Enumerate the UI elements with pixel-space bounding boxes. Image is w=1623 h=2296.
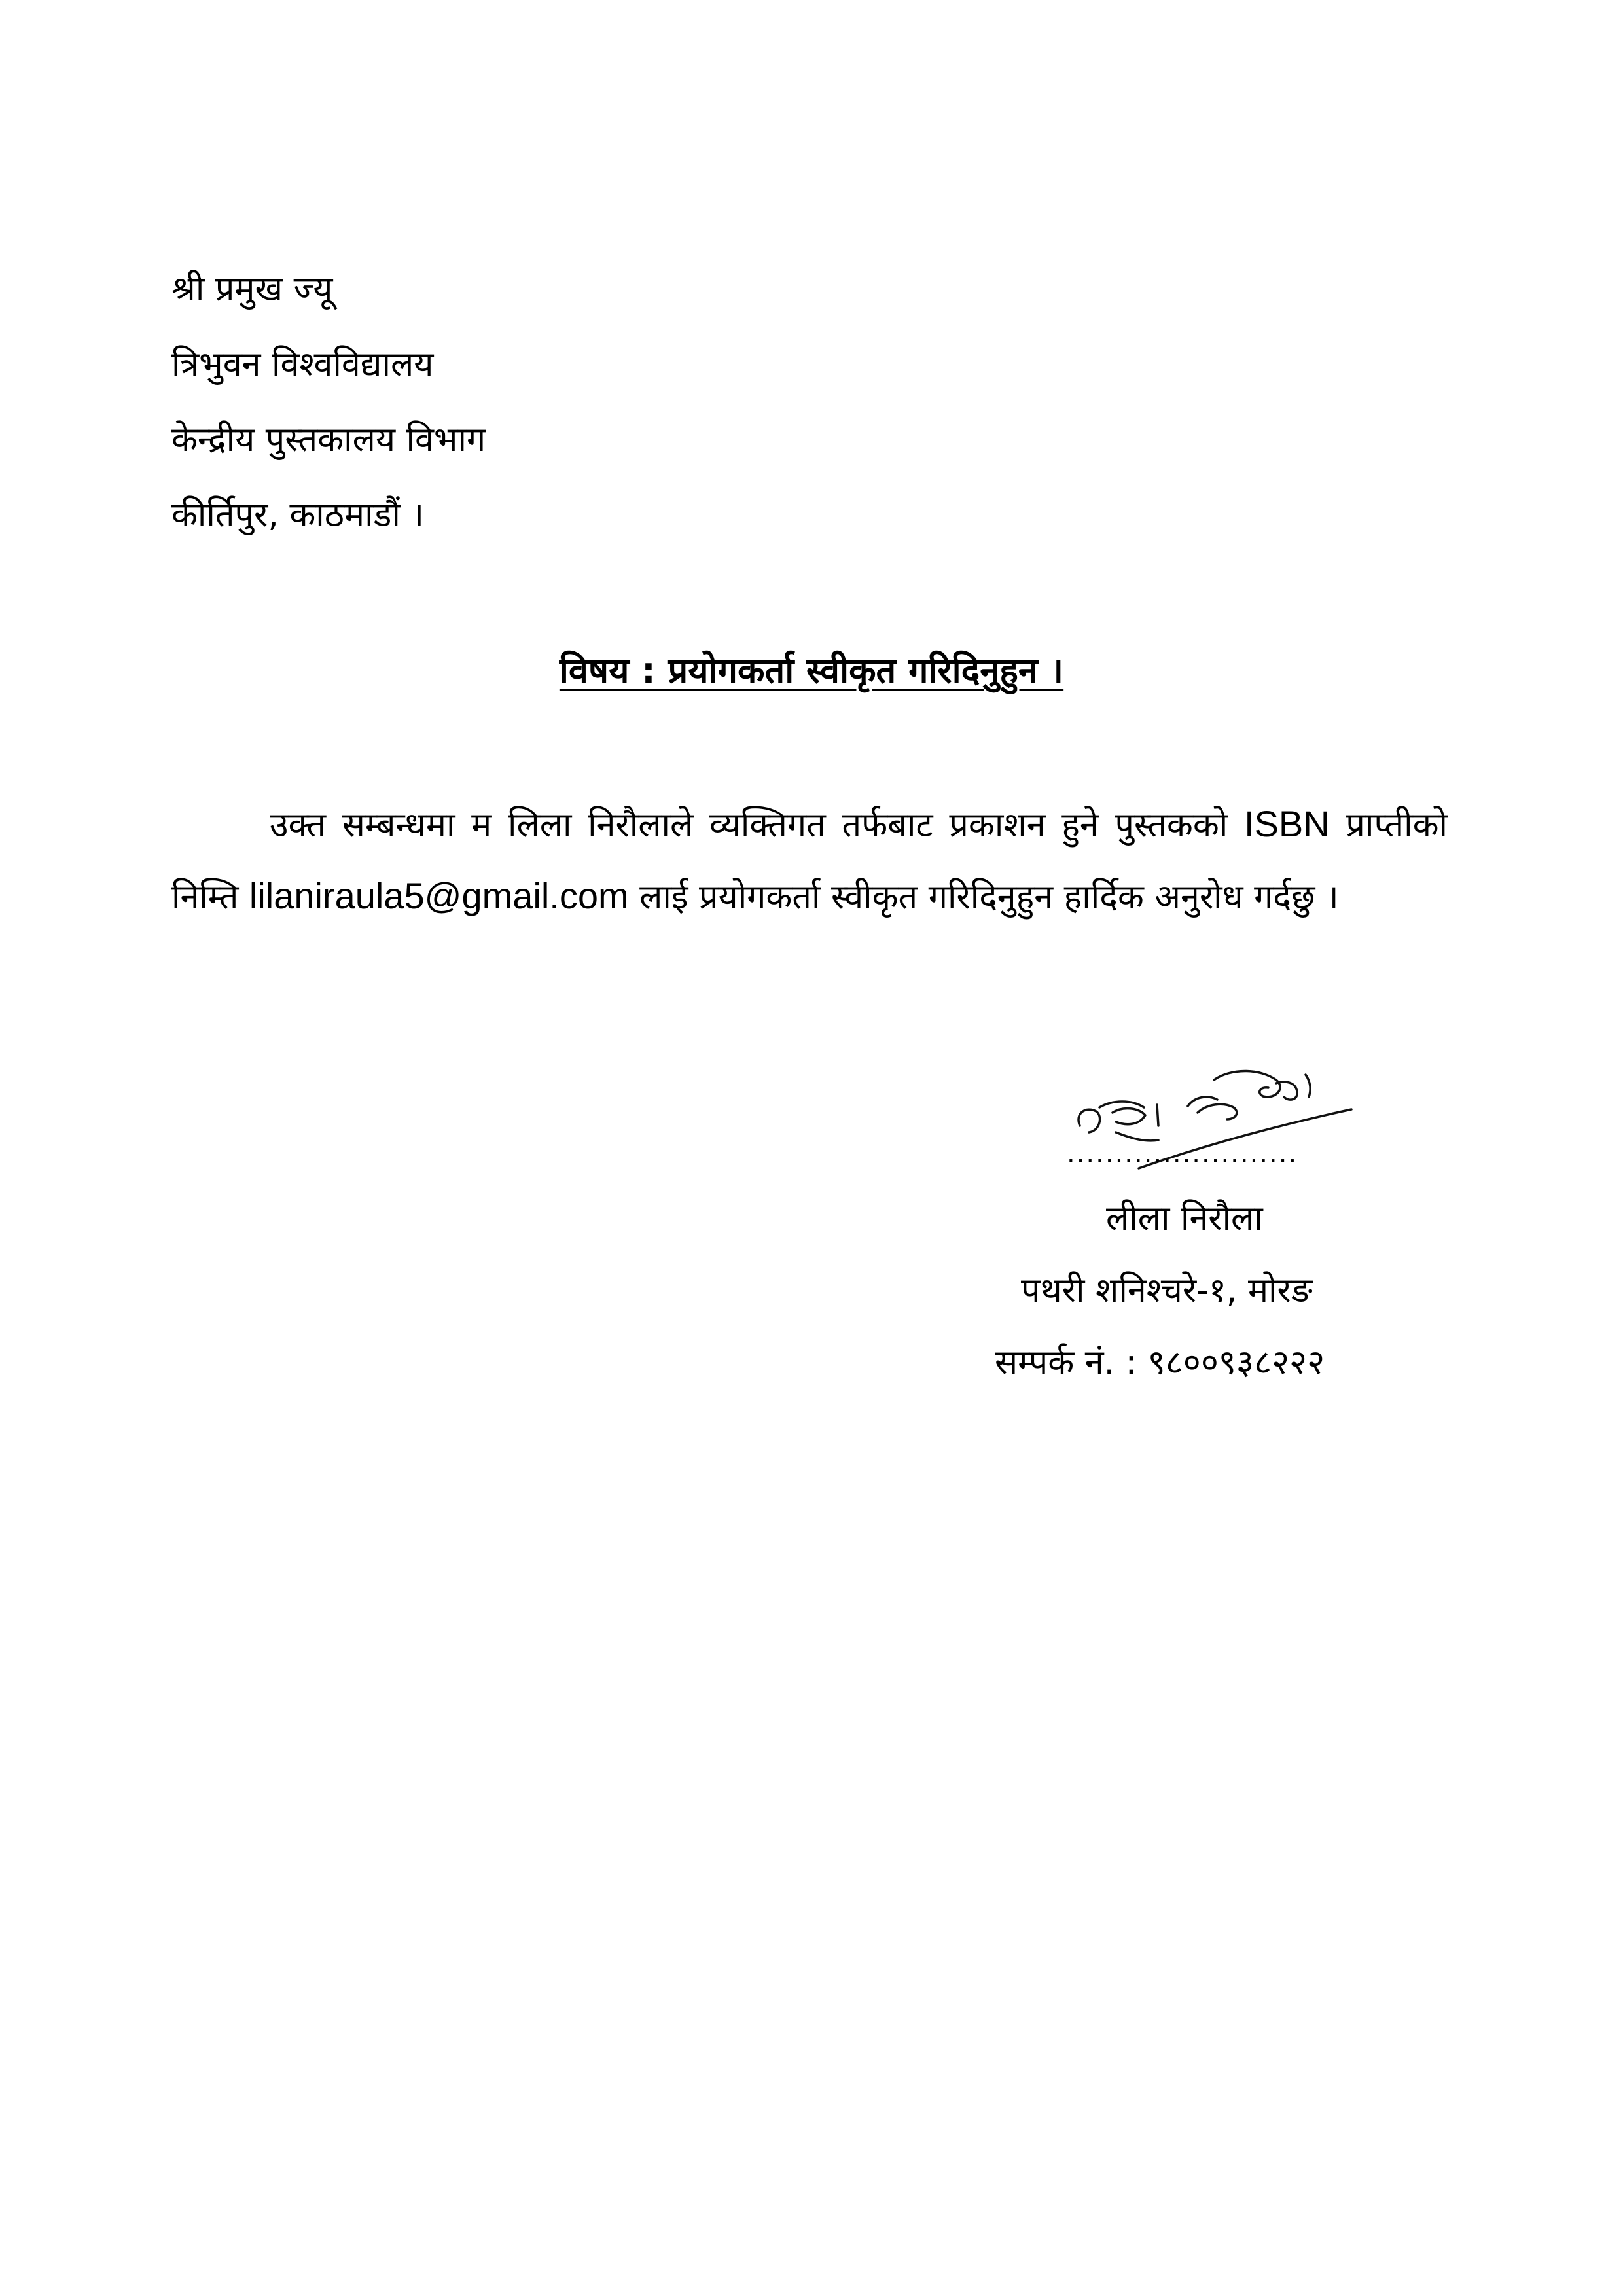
- sender-address: पथरी शनिश्चरे-१, मोरङ: [1021, 1271, 1313, 1310]
- letter-body: [171, 789, 1448, 933]
- recipient-department: केन्द्रीय पुस्तकालय विभाग: [171, 420, 486, 459]
- handwritten-signature: [1060, 1034, 1361, 1198]
- signature-dotted-line: ........................: [1067, 1139, 1298, 1169]
- recipient-location: कीर्तिपुर, काठमाडौं ।: [171, 495, 425, 535]
- recipient-title: श्री प्रमुख ज्यू: [171, 270, 333, 309]
- sender-name: लीला निरौला: [1106, 1199, 1263, 1238]
- body-email: lilaniraula5@gmail.com: [249, 875, 629, 916]
- body-part-2: प्राप्तीको निम्ति: [171, 806, 1448, 917]
- body-isbn: ISBN: [1243, 803, 1330, 844]
- sender-contact: सम्पर्क नं. : ९८००९३८२२२: [995, 1343, 1325, 1382]
- subject-text: विषय : प्रयोगकर्ता स्वीकृत गरिदिनुहुन ।: [559, 650, 1064, 691]
- body-part-3: लाई प्रयोगकर्ता स्वीकृत गरिदिनुहुन हार्दिक अनुरोध गर्दछु ।: [628, 878, 1339, 917]
- subject-line: [0, 648, 1623, 694]
- body-part-1: उक्त सम्बन्धमा म लिला निरौलाले व्यक्तिगत तर्फबाट प्रकाशन हुने पुस्तकको: [270, 806, 1244, 845]
- recipient-university: त्रिभुवन विश्वविद्यालय: [171, 345, 434, 384]
